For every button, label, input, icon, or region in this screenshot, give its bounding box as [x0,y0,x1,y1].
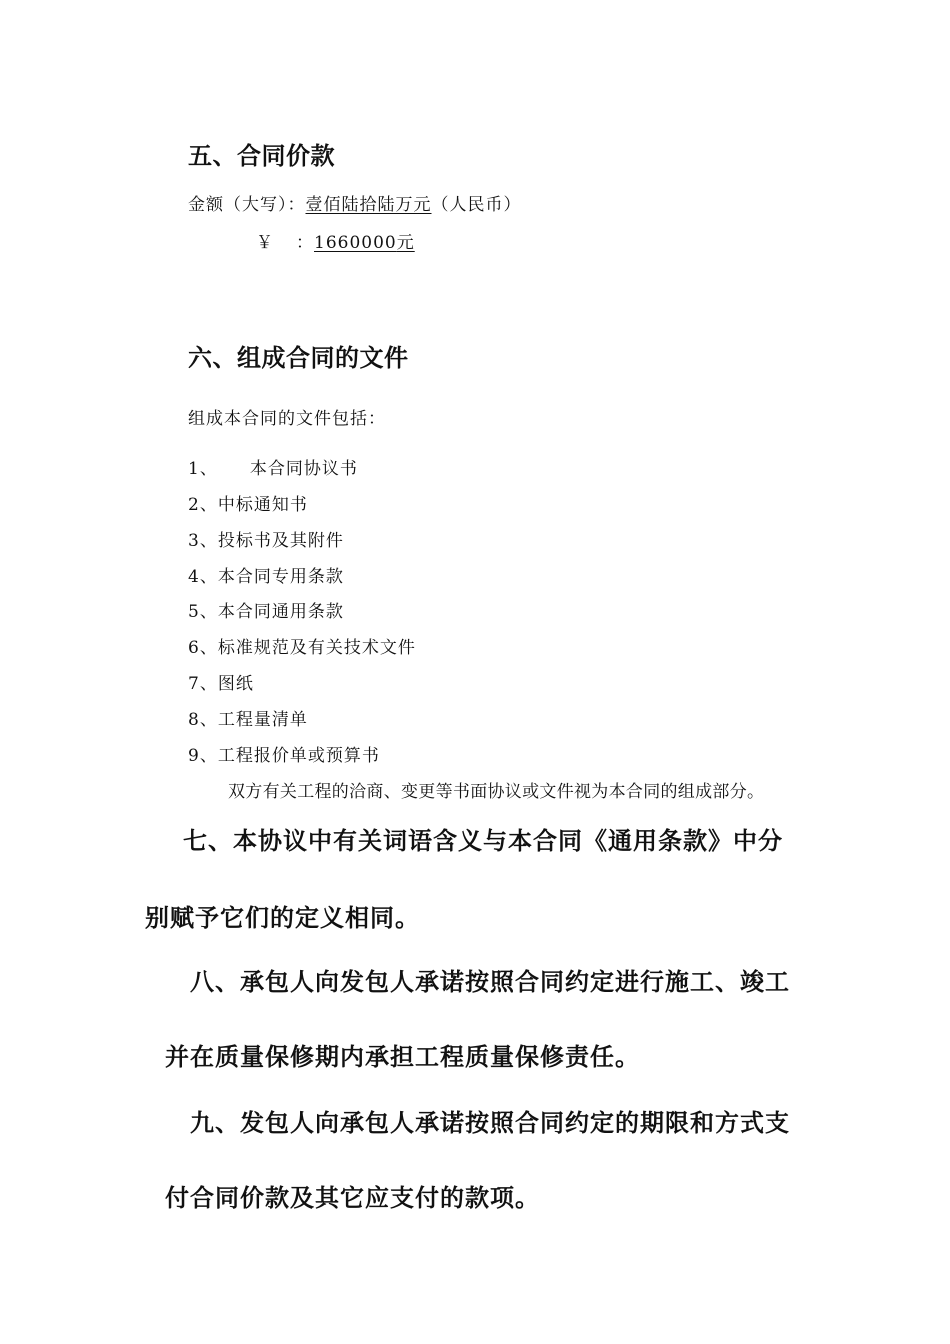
section-5-heading: 五、合同价款 [188,142,335,170]
list-item: 8、工程量清单 [188,710,308,730]
list-item: 2、中标通知书 [188,495,308,515]
yen-colon: ： [296,233,314,253]
list-item: 3、投标书及其附件 [188,531,344,551]
list-item: 9、工程报价单或预算书 [188,746,380,766]
section-7-line-1: 七、本协议中有关词语含义与本合同《通用条款》中分 [183,827,783,855]
list-item: 5、本合同通用条款 [188,602,344,622]
amount-number: 1660000 [314,233,397,253]
section-9-line-2: 付合同价款及其它应支付的款项。 [165,1184,540,1212]
list-item: 7、图纸 [188,674,254,694]
amount-line [188,190,522,215]
section-8-line-1: 八、承包人向发包人承诺按照合同约定进行施工、竣工 [190,968,790,996]
section-9-line-1: 九、发包人向承包人承诺按照合同约定的期限和方式支 [190,1109,790,1137]
documents-note: 双方有关工程的洽商、变更等书面协议或文件视为本合同的组成部分。 [228,782,765,802]
amount-unit: 元 [396,233,415,253]
amount-words: 壹佰陆拾陆万元 [305,195,432,215]
amount-currency: （人民币） [431,195,522,215]
documents-intro: 组成本合同的文件包括： [188,409,386,429]
amount-number-line [256,228,415,253]
section-8-line-2: 并在质量保修期内承担工程质量保修责任。 [165,1043,640,1071]
yen-symbol: ￥ [256,233,274,253]
section-6-heading: 六、组成合同的文件 [188,344,409,372]
section-7-line-2: 别赋予它们的定义相同。 [145,904,420,932]
list-item: 1、 本合同协议书 [188,459,358,479]
list-item: 4、本合同专用条款 [188,567,344,587]
amount-label: 金额（大写）： [188,195,306,215]
list-item: 6、标准规范及有关技术文件 [188,638,416,658]
